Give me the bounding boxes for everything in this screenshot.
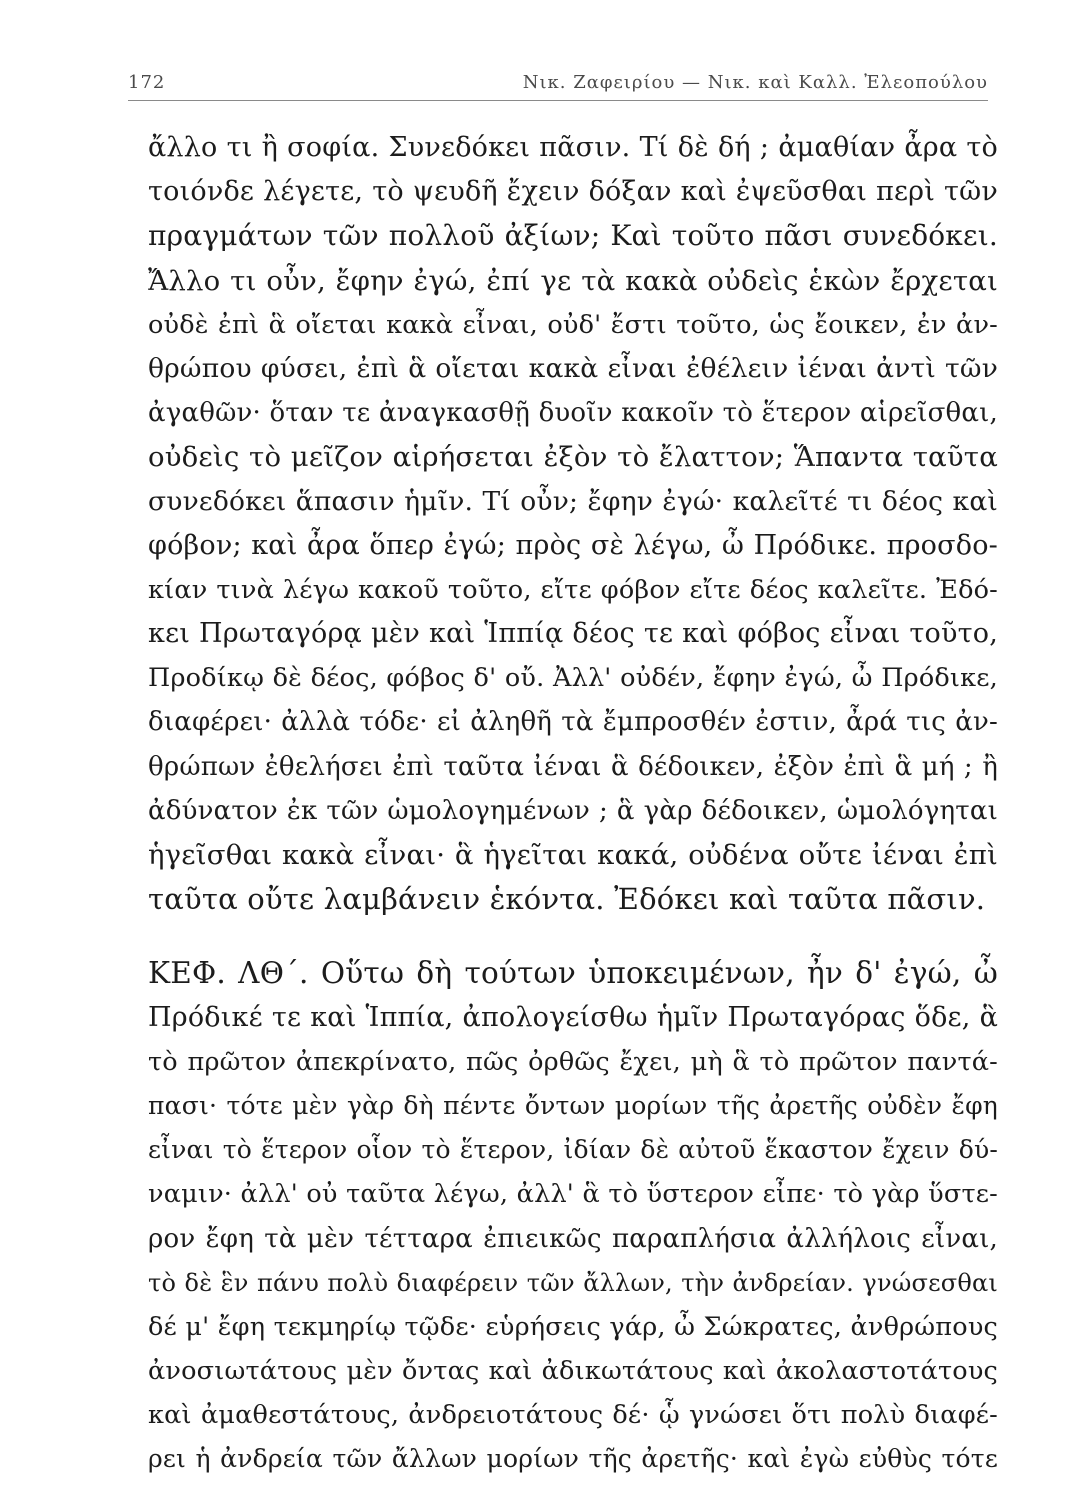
paragraph-2 xyxy=(148,951,998,1481)
text-line: ἀδύνατον ἐκ τῶν ὡμολογημένων ; ἃ γὰρ δέδοικεν, ὡμολόγηται xyxy=(148,795,998,826)
chapter-heading-line: ΚΕΦ. ΛΘ΄. Οὕτω δὴ τούτων ὑποκειμένων, ἦν δ' ἐγώ, ὦ xyxy=(148,956,998,991)
text-line: οὐδὲ ἐπὶ ἃ οἴεται κακὰ εἶναι, οὐδ' ἔστι τοῦτο, ὡς ἔοικεν, ἐν ἀν- xyxy=(148,309,998,340)
running-head: Νικ. Ζαφειρίου — Νικ. καὶ Καλλ. Ἐλεοπούλου xyxy=(522,72,988,93)
text-line: τὸ δὲ ἓν πάνυ πολὺ διαφέρειν τῶν ἄλλων, τὴν ἀνδρείαν. γνώσεσθαι xyxy=(148,1268,998,1297)
text-line: ἀγαθῶν· ὅταν τε ἀναγκασθῇ δυοῖν κακοῖν τὸ ἕτερον αἱρεῖσθαι, xyxy=(148,398,998,429)
text-line: ρον ἔφη τὰ μὲν τέτταρα ἐπιεικῶς παραπλήσια ἀλλήλοις εἶναι, xyxy=(148,1223,998,1254)
text-line: θρώπων ἐθελήσει ἐπὶ ταῦτα ἰέναι ἃ δέδοικεν, ἐξὸν ἐπὶ ἃ μή ; ἢ xyxy=(148,751,998,782)
text-line: εἶναι τὸ ἕτερον οἷον τὸ ἕτερον, ἰδίαν δὲ αὐτοῦ ἕκαστον ἔχειν δύ- xyxy=(148,1135,998,1165)
text-line: ἀνοσιωτάτους μὲν ὄντας καὶ ἀδικωτάτους καὶ ἀκολαστοτάτους xyxy=(148,1356,998,1387)
page-number: 172 xyxy=(128,72,166,93)
text-line: Πρόδικέ τε καὶ Ἱππία, ἀπολογείσθω ἡμῖν Πρωταγόρας ὅδε, ἃ xyxy=(148,1001,998,1033)
text-line: πραγμάτων τῶν πολλοῦ ἀξίων; Καὶ τοῦτο πᾶσι συνεδόκει. xyxy=(148,219,998,253)
text-line: κίαν τινὰ λέγω κακοῦ τοῦτο, εἴτε φόβον εἴτε δέος καλεῖτε. Ἐδό- xyxy=(148,574,998,605)
text-line: οὐδεὶς τὸ μεῖζον αἱρήσεται ἐξὸν τὸ ἔλαττον; Ἅπαντα ταῦτα xyxy=(148,441,998,474)
text-line: τοιόνδε λέγετε, τὸ ψευδῆ ἔχειν δόξαν καὶ ἐψεῦσθαι περὶ τῶν xyxy=(148,176,998,208)
text-line: διαφέρει· ἀλλὰ τόδε· εἰ ἀληθῆ τὰ ἔμπροσθέν ἐστιν, ἆρά τις ἀν- xyxy=(148,707,998,738)
text-line: καὶ ἀμαθεστάτους, ἀνδρειοτάτους δέ· ᾧ γνώσει ὅτι πολὺ διαφέ- xyxy=(148,1400,998,1431)
text-line: τὸ πρῶτον ἀπεκρίνατο, πῶς ὀρθῶς ἔχει, μὴ ἃ τὸ πρῶτον παντά- xyxy=(148,1046,998,1077)
body-text xyxy=(148,126,998,1482)
text-line: ἄλλο τι ἢ σοφία. Συνεδόκει πᾶσιν. Τί δὲ δή ; ἀμαθίαν ἆρα τὸ xyxy=(148,132,998,163)
text-line: φόβον; καὶ ἆρα ὅπερ ἐγώ; πρὸς σὲ λέγω, ὦ Πρόδικε. προσδο- xyxy=(148,529,998,561)
paragraph-1 xyxy=(148,126,998,921)
text-line: κει Πρωταγόρᾳ μὲν καὶ Ἱππίᾳ δέος τε καὶ φόβος εἶναι τοῦτο, xyxy=(148,618,998,650)
text-line: ναμιν· ἀλλ' οὐ ταῦτα λέγω, ἀλλ' ἃ τὸ ὕστερον εἶπε· τὸ γὰρ ὕστε- xyxy=(148,1179,998,1210)
text-line: ταῦτα οὔτε λαμβάνειν ἑκόντα. Ἐδόκει καὶ ταῦτα πᾶσιν. xyxy=(148,882,986,917)
text-line: θρώπου φύσει, ἐπὶ ἃ οἴεται κακὰ εἶναι ἐθέλειν ἰέναι ἀντὶ τῶν xyxy=(148,352,998,384)
text-line: Προδίκῳ δὲ δέος, φόβος δ' οὔ. Ἀλλ' οὐδέν, ἔφην ἐγώ, ὦ Πρόδικε, xyxy=(148,663,998,694)
text-line: δέ μ' ἔφη τεκμηρίῳ τῷδε· εὑρήσεις γάρ, ὦ Σώκρατες, ἀνθρώπους xyxy=(148,1311,998,1342)
text-line: συνεδόκει ἅπασιν ἡμῖν. Τί οὖν; ἔφην ἐγώ· καλεῖτέ τι δέος καὶ xyxy=(148,485,998,517)
text-line: ρει ἡ ἀνδρεία τῶν ἄλλων μορίων τῆς ἀρετῆς· καὶ ἐγὼ εὐθὺς τότε xyxy=(148,1444,998,1474)
text-line: ἡγεῖσθαι κακὰ εἶναι· ἃ ἡγεῖται κακά, οὐδένα οὔτε ἰέναι ἐπὶ xyxy=(148,839,998,871)
text-line: πασι· τότε μὲν γὰρ δὴ πέντε ὄντων μορίων τῆς ἀρετῆς οὐδὲν ἔφη xyxy=(148,1090,998,1120)
page-header xyxy=(128,66,988,101)
text-line: Ἄλλο τι οὖν, ἔφην ἐγώ, ἐπί γε τὰ κακὰ οὐδεὶς ἑκὼν ἔρχεται xyxy=(148,264,998,297)
paragraph-spacer xyxy=(148,921,998,951)
